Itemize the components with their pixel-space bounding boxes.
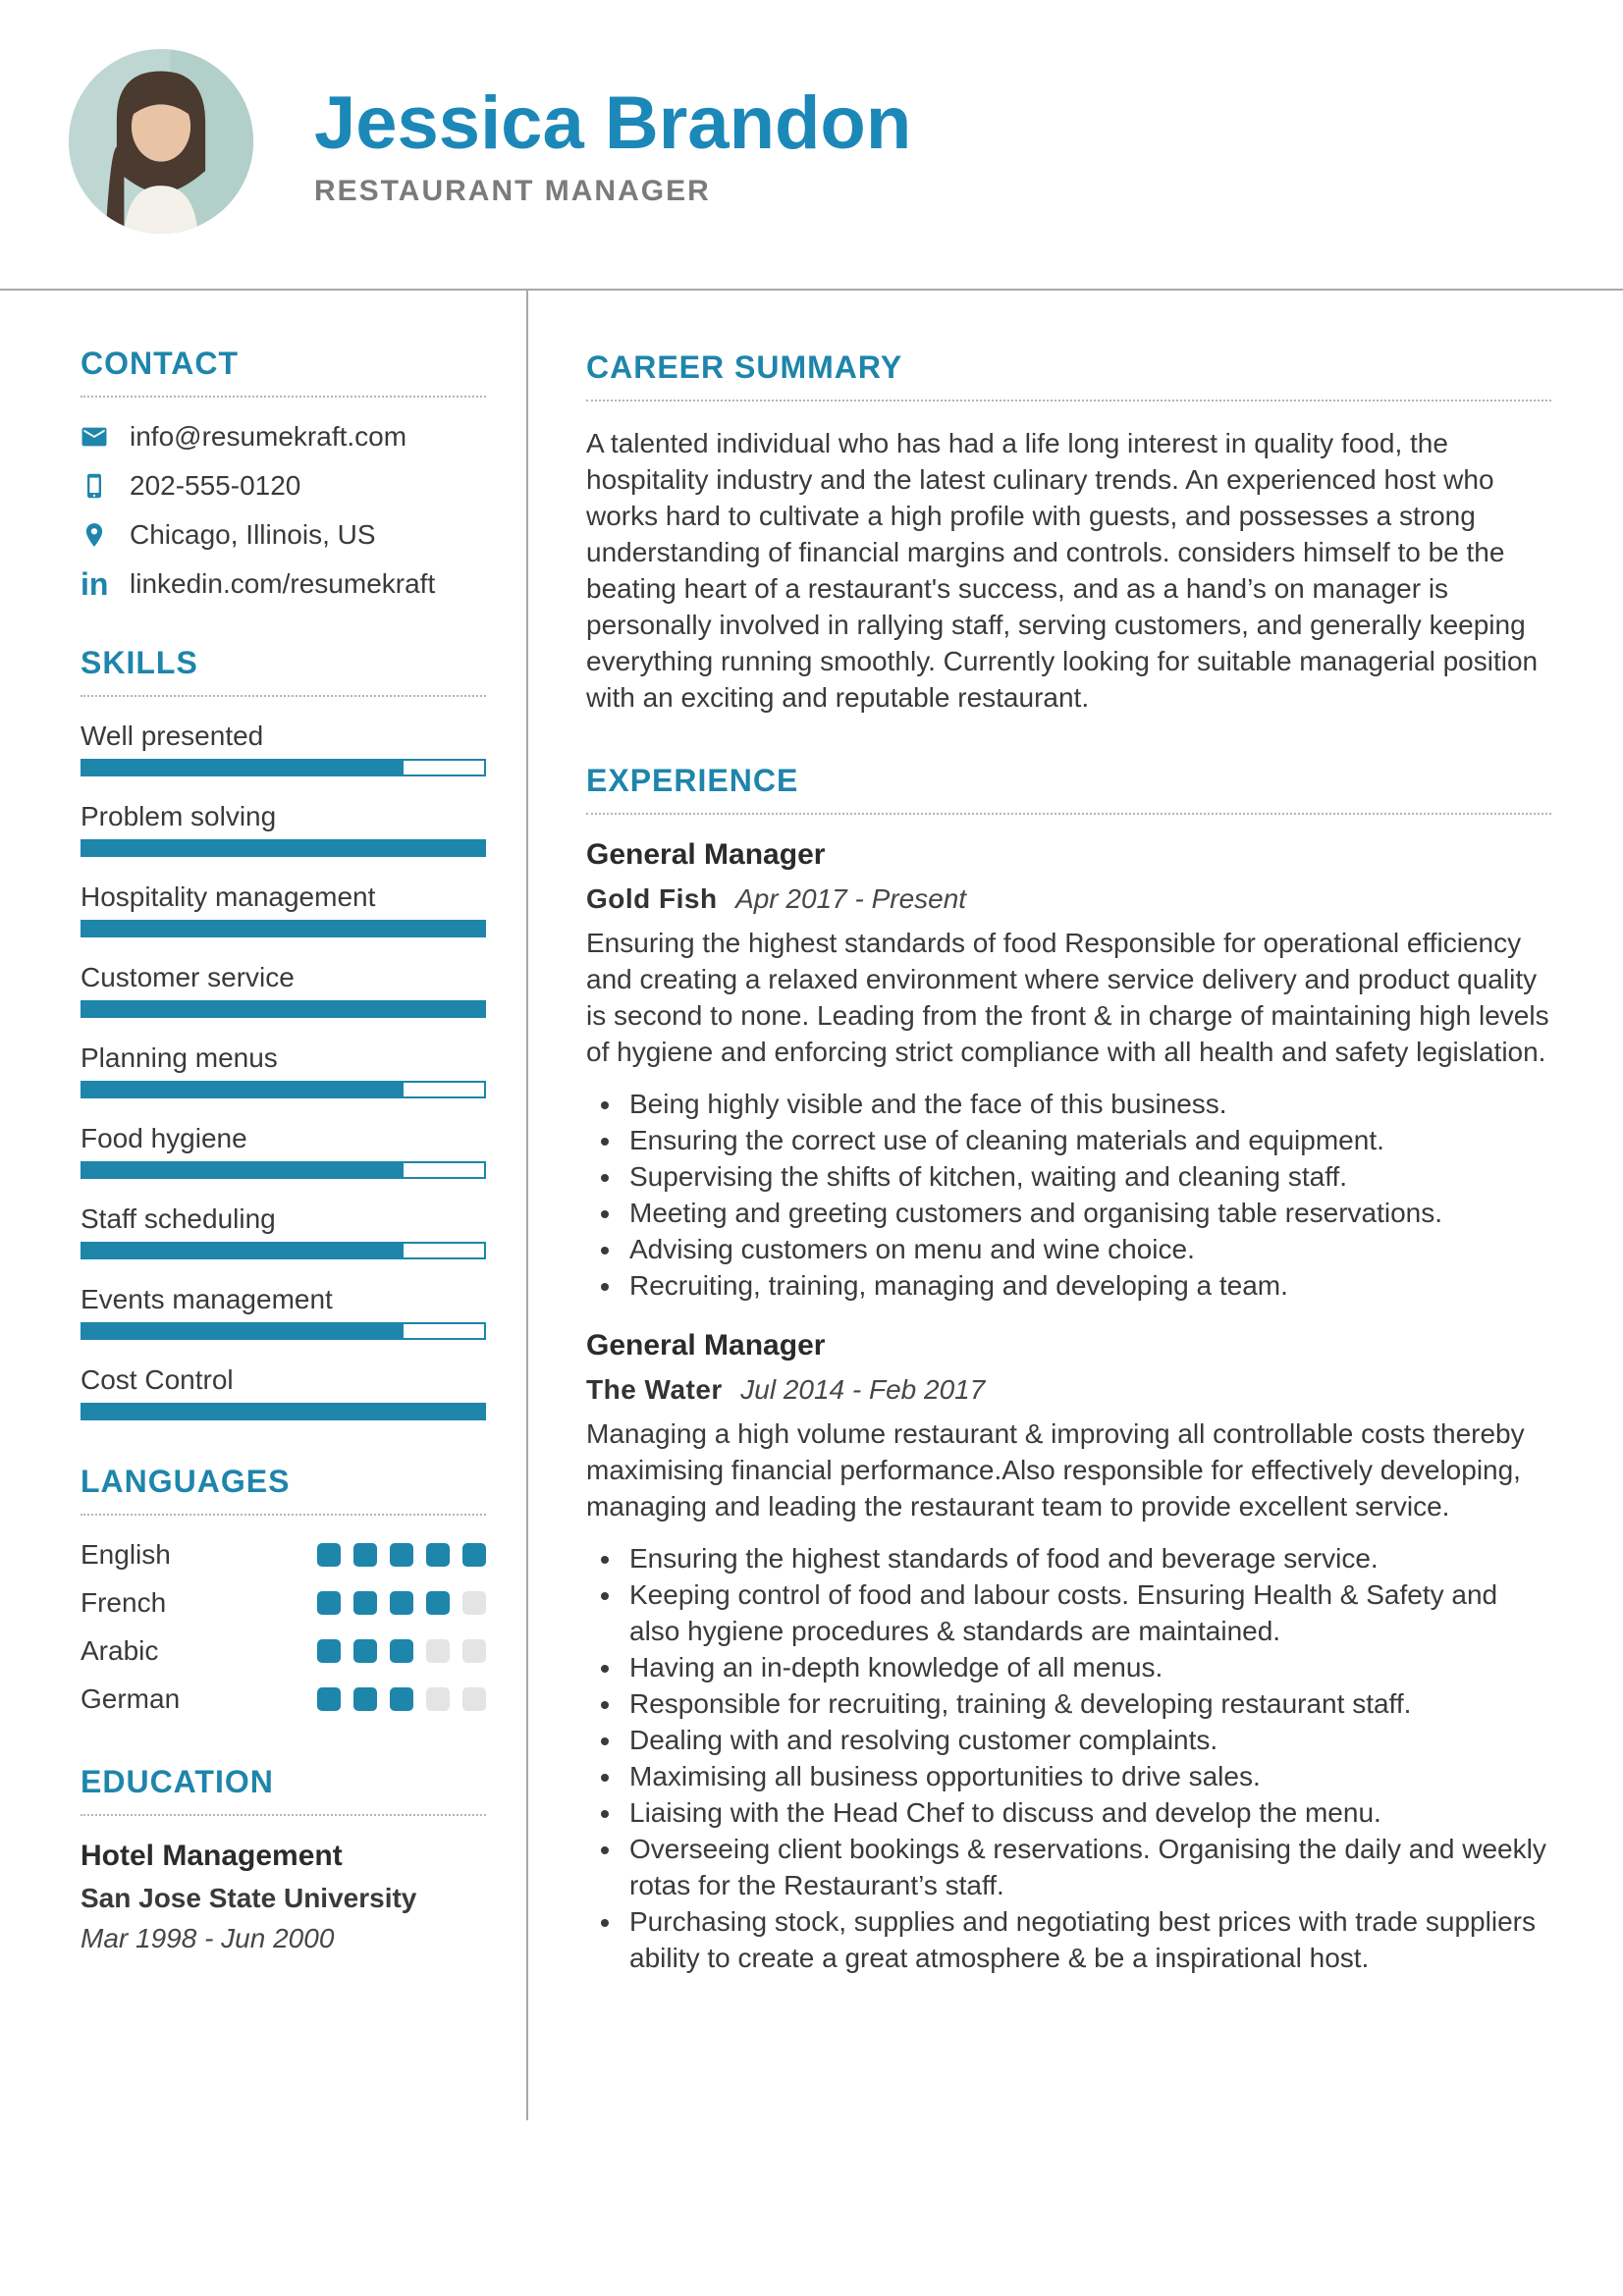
level-filled-square <box>462 1543 486 1567</box>
job-title: General Manager <box>586 1329 826 1362</box>
education-dates: Mar 1998 - Jun 2000 <box>81 1923 335 1953</box>
language-label: Arabic <box>81 1635 159 1666</box>
level-filled-square <box>317 1687 341 1711</box>
skill-progress-track <box>81 839 486 857</box>
job-bullet-list <box>586 1540 1551 1976</box>
skill-progress-track <box>81 1242 486 1259</box>
job-subtitle: RESTAURANT MANAGER <box>314 175 711 207</box>
job-description: Managing a high volume restaurant & improving all controllable costs thereby maximising financial performance.Also responsible for effectively developing, managing and leading the restaurant team to provide excellent service. <box>586 1418 1525 1522</box>
level-filled-square <box>390 1543 413 1567</box>
skill-row <box>81 881 486 937</box>
email-icon <box>81 422 114 452</box>
job-bullet: • Liaising with the Head Chef to discuss and develop the menu. <box>623 1794 1551 1831</box>
contact-value: 202-555-0120 <box>130 470 301 501</box>
profile-photo <box>69 49 253 234</box>
content-columns <box>0 291 1623 2002</box>
skill-row <box>81 1203 486 1259</box>
job-dates: Apr 2017 - Present <box>735 883 967 914</box>
education-school: San Jose State University <box>81 1883 417 1913</box>
job-bullet: • Being highly visible and the face of this business. <box>623 1086 1551 1122</box>
language-label: English <box>81 1539 171 1570</box>
contact-row <box>81 470 486 502</box>
language-row <box>81 1587 486 1619</box>
skill-progress-track <box>81 1081 486 1098</box>
skill-progress-fill <box>82 841 484 855</box>
job-bullet: • Maximising all business opportunities to drive sales. <box>623 1758 1551 1794</box>
level-empty-square <box>462 1591 486 1615</box>
skill-progress-track <box>81 1161 486 1179</box>
skill-progress-fill <box>82 1163 404 1177</box>
job-bullet: • Meeting and greeting customers and organising table reservations. <box>623 1195 1551 1231</box>
job-company-line <box>586 883 1551 915</box>
job-bullet: • Overseeing client bookings & reservations. Organising the daily and weekly rotas for the Restaurant’s staff. <box>623 1831 1551 1903</box>
skill-label: Well presented <box>81 721 264 751</box>
language-level-squares <box>317 1639 486 1663</box>
level-filled-square <box>390 1687 413 1711</box>
header-text <box>314 81 912 208</box>
skill-label: Planning menus <box>81 1042 278 1073</box>
job-company-line <box>586 1374 1551 1406</box>
job-description: Ensuring the highest standards of food Responsible for operational efficiency and creating a relaxed environment where service delivery and product quality is second to none. Leading from the front & in charge of maintaining high levels of hygiene and enforcing strict compliance with all health and safety legislation. <box>586 928 1549 1067</box>
career-summary-heading: CAREER SUMMARY <box>586 349 1551 401</box>
job-bullet: • Supervising the shifts of kitchen, waiting and cleaning staff. <box>623 1158 1551 1195</box>
skill-progress-fill <box>82 1083 404 1096</box>
experience-heading: EXPERIENCE <box>586 763 1551 815</box>
sidebar-column <box>0 291 527 1954</box>
experience-entry <box>586 838 1551 1304</box>
phone-icon <box>81 471 114 501</box>
person-silhouette-icon <box>69 49 253 234</box>
job-bullet-list <box>586 1086 1551 1304</box>
education-heading: EDUCATION <box>81 1764 486 1816</box>
contact-list <box>81 421 486 600</box>
language-level-squares <box>317 1543 486 1567</box>
level-filled-square <box>390 1591 413 1615</box>
education-degree: Hotel Management <box>81 1840 343 1872</box>
job-bullet: • Purchasing stock, supplies and negotiating best prices with trade suppliers ability to create a great atmosphere & be a inspirational host. <box>623 1903 1551 1976</box>
level-empty-square <box>426 1639 450 1663</box>
skill-progress-track <box>81 759 486 776</box>
language-level-squares <box>317 1687 486 1711</box>
skill-progress-fill <box>82 1244 404 1257</box>
skill-progress-fill <box>82 761 404 774</box>
job-bullet: • Responsible for recruiting, training & developing restaurant staff. <box>623 1685 1551 1722</box>
contact-row <box>81 568 486 600</box>
level-filled-square <box>426 1591 450 1615</box>
language-row <box>81 1539 486 1571</box>
job-bullet: • Advising customers on menu and wine choice. <box>623 1231 1551 1267</box>
skill-label: Staff scheduling <box>81 1203 276 1234</box>
skill-row <box>81 1123 486 1179</box>
skill-row <box>81 1364 486 1420</box>
job-company: The Water <box>586 1374 723 1405</box>
level-filled-square <box>353 1591 377 1615</box>
contact-value: Chicago, Illinois, US <box>130 519 376 550</box>
linkedin-icon: in <box>81 566 109 602</box>
skill-row <box>81 721 486 776</box>
level-filled-square <box>317 1543 341 1567</box>
education-entry <box>81 1840 486 1954</box>
contact-row <box>81 519 486 551</box>
main-column <box>527 291 1623 2002</box>
job-bullet: • Dealing with and resolving customer complaints. <box>623 1722 1551 1758</box>
language-label: German <box>81 1683 181 1714</box>
page-title: Jessica Brandon <box>314 81 912 165</box>
language-row <box>81 1635 486 1667</box>
skill-label: Events management <box>81 1284 333 1314</box>
level-filled-square <box>390 1639 413 1663</box>
contact-row <box>81 421 486 453</box>
job-company: Gold Fish <box>586 883 718 914</box>
skill-progress-fill <box>82 1405 484 1418</box>
job-bullet: • Having an in-depth knowledge of all menus. <box>623 1649 1551 1685</box>
skill-progress-track <box>81 1322 486 1340</box>
skill-progress-track <box>81 1000 486 1018</box>
skill-progress-fill <box>82 922 484 935</box>
language-level-squares <box>317 1591 486 1615</box>
level-filled-square <box>317 1639 341 1663</box>
skills-heading: SKILLS <box>81 645 486 697</box>
skill-label: Food hygiene <box>81 1123 247 1153</box>
job-bullet: • Keeping control of food and labour costs. Ensuring Health & Safety and also hygiene procedures & standards are maintained. <box>623 1576 1551 1649</box>
level-empty-square <box>462 1639 486 1663</box>
header <box>0 0 1623 291</box>
skill-label: Customer service <box>81 962 295 992</box>
skill-progress-fill <box>82 1002 484 1016</box>
level-empty-square <box>462 1687 486 1711</box>
language-row <box>81 1683 486 1715</box>
job-bullet: • Ensuring the highest standards of food and beverage service. <box>623 1540 1551 1576</box>
language-label: French <box>81 1587 167 1618</box>
level-filled-square <box>353 1543 377 1567</box>
job-title: General Manager <box>586 838 826 871</box>
level-filled-square <box>317 1591 341 1615</box>
skill-label: Problem solving <box>81 801 277 831</box>
contact-heading: CONTACT <box>81 346 486 398</box>
skill-progress-track <box>81 1403 486 1420</box>
experience-entry <box>586 1329 1551 1976</box>
skill-progress-track <box>81 920 486 937</box>
skill-row <box>81 1042 486 1098</box>
location-icon <box>81 520 114 550</box>
skill-progress-fill <box>82 1324 404 1338</box>
level-empty-square <box>426 1687 450 1711</box>
contact-value: linkedin.com/resumekraft <box>130 568 436 599</box>
job-bullet: • Recruiting, training, managing and developing a team. <box>623 1267 1551 1304</box>
job-bullet: • Ensuring the correct use of cleaning materials and equipment. <box>623 1122 1551 1158</box>
level-filled-square <box>353 1639 377 1663</box>
job-dates: Jul 2014 - Feb 2017 <box>740 1374 986 1405</box>
contact-value: info@resumekraft.com <box>130 421 407 452</box>
career-summary-text: A talented individual who has had a life long interest in quality food, the hospitality industry and the latest culinary trends. An experienced host who works hard to cultivate a high profile with guests, and possesses a strong understanding of financial margins and controls. considers himself to be the beating heart of a restaurant's success, and as a hand’s on manager is personally involved in rallying staff, serving customers, and generally keeping everything running smoothly. Currently looking for suitable managerial position with an exciting and reputable restaurant. <box>586 428 1539 713</box>
skills-list <box>81 721 486 1420</box>
level-filled-square <box>353 1687 377 1711</box>
level-filled-square <box>426 1543 450 1567</box>
skill-label: Hospitality management <box>81 881 376 912</box>
column-divider <box>526 291 528 2120</box>
languages-list <box>81 1539 486 1715</box>
skill-row <box>81 962 486 1018</box>
languages-heading: LANGUAGES <box>81 1464 486 1516</box>
skill-row <box>81 801 486 857</box>
skill-label: Cost Control <box>81 1364 234 1395</box>
skill-row <box>81 1284 486 1340</box>
